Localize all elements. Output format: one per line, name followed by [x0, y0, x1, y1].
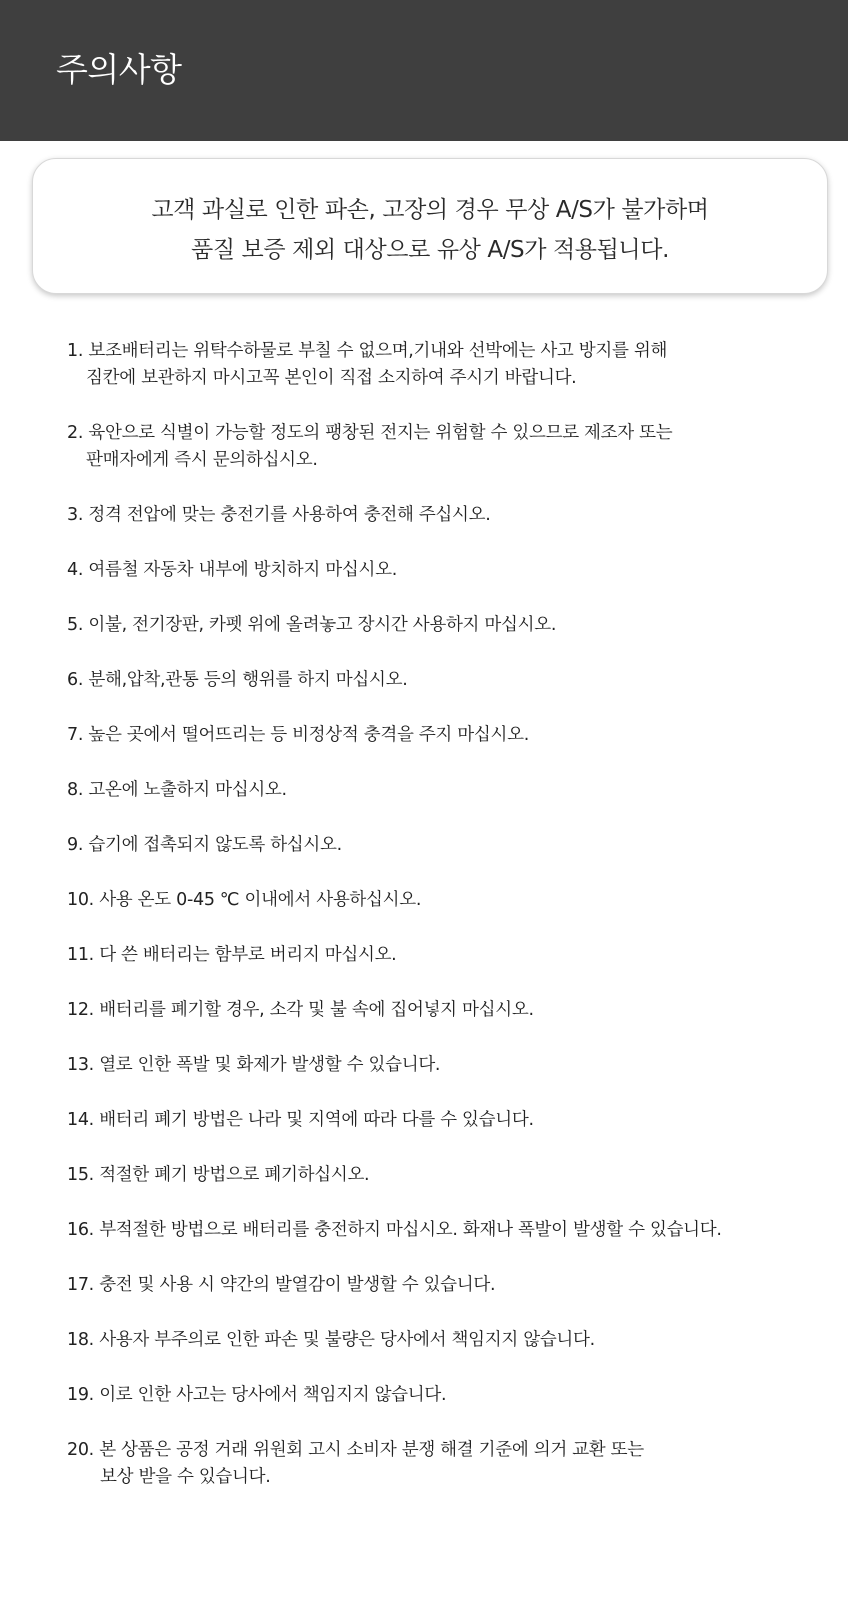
caution-item-17: [67, 1272, 827, 1299]
caution-item-line: 6. 분해,압착,관통 등의 행위를 하지 마십시오.: [67, 670, 408, 690]
caution-item-1: [67, 338, 827, 392]
caution-item-5: [67, 612, 827, 639]
caution-item-line: 3. 정격 전압에 맞는 충전기를 사용하여 충전해 주십시오.: [67, 505, 491, 525]
caution-item-line: 8. 고온에 노출하지 마십시오.: [67, 780, 287, 800]
caution-item-line: 1. 보조배터리는 위탁수하물로 부칠 수 없으며,기내와 선박에는 사고 방지를 위해: [67, 341, 668, 361]
caution-item-9: [67, 832, 827, 859]
caution-item-4: [67, 557, 827, 584]
caution-item-19: [67, 1382, 827, 1409]
caution-item-line: 17. 충전 및 사용 시 약간의 발열감이 발생할 수 있습니다.: [67, 1275, 496, 1295]
caution-item-line: 10. 사용 온도 0-45 ℃ 이내에서 사용하십시오.: [67, 890, 422, 910]
caution-item-3: [67, 502, 827, 529]
caution-item-line: 15. 적절한 폐기 방법으로 폐기하십시오.: [67, 1165, 370, 1185]
notice-line-1: 고객 과실로 인한 파손, 고장의 경우 무상 A/S가 불가하며: [151, 197, 709, 223]
caution-item-14: [67, 1107, 827, 1134]
notice-line-2: 품질 보증 제외 대상으로 유상 A/S가 적용됩니다.: [191, 237, 669, 263]
header-bar: [0, 0, 848, 141]
caution-item-12: [67, 997, 827, 1024]
caution-item-line: 12. 배터리를 폐기할 경우, 소각 및 불 속에 집어넣지 마십시오.: [67, 1000, 534, 1020]
caution-item-line: 9. 습기에 접촉되지 않도록 하십시오.: [67, 835, 342, 855]
caution-item-20: [67, 1437, 827, 1491]
caution-item-line-continued: 짐칸에 보관하지 마시고꼭 본인이 직접 소지하여 주시기 바랍니다.: [86, 368, 577, 388]
caution-item-6: [67, 667, 827, 694]
caution-item-line: 19. 이로 인한 사고는 당사에서 책임지지 않습니다.: [67, 1385, 447, 1405]
caution-item-line: 7. 높은 곳에서 떨어뜨리는 등 비정상적 충격을 주지 마십시오.: [67, 725, 529, 745]
caution-item-line-continued: 판매자에게 즉시 문의하십시오.: [86, 450, 318, 470]
caution-item-line: 16. 부적절한 방법으로 배터리를 충전하지 마십시오. 화재나 폭발이 발생할 수 있습니다.: [67, 1220, 722, 1240]
caution-item-11: [67, 942, 827, 969]
caution-item-2: [67, 420, 827, 474]
caution-item-line: 18. 사용자 부주의로 인한 파손 및 불량은 당사에서 책임지지 않습니다.: [67, 1330, 595, 1350]
caution-item-15: [67, 1162, 827, 1189]
notice-box: [32, 158, 828, 294]
caution-item-line-continued: 보상 받을 수 있습니다.: [100, 1467, 271, 1487]
caution-item-16: [67, 1217, 827, 1244]
caution-item-10: [67, 887, 827, 914]
caution-item-8: [67, 777, 827, 804]
caution-item-line: 5. 이불, 전기장판, 카펫 위에 올려놓고 장시간 사용하지 마십시오.: [67, 615, 557, 635]
caution-item-line: 11. 다 쓴 배터리는 함부로 버리지 마십시오.: [67, 945, 397, 965]
caution-item-13: [67, 1052, 827, 1079]
caution-item-7: [67, 722, 827, 749]
caution-item-line: 4. 여름철 자동차 내부에 방치하지 마십시오.: [67, 560, 397, 580]
caution-item-line: 2. 육안으로 식별이 가능할 정도의 팽창된 전지는 위험할 수 있으므로 제조자 또는: [67, 423, 673, 443]
page-title: 주의사항: [56, 50, 182, 89]
caution-item-line: 20. 본 상품은 공정 거래 위원회 고시 소비자 분쟁 해결 기준에 의거 교환 또는: [67, 1440, 644, 1460]
caution-item-18: [67, 1327, 827, 1354]
caution-item-line: 14. 배터리 폐기 방법은 나라 및 지역에 따라 다를 수 있습니다.: [67, 1110, 534, 1130]
caution-item-line: 13. 열로 인한 폭발 및 화제가 발생할 수 있습니다.: [67, 1055, 441, 1075]
